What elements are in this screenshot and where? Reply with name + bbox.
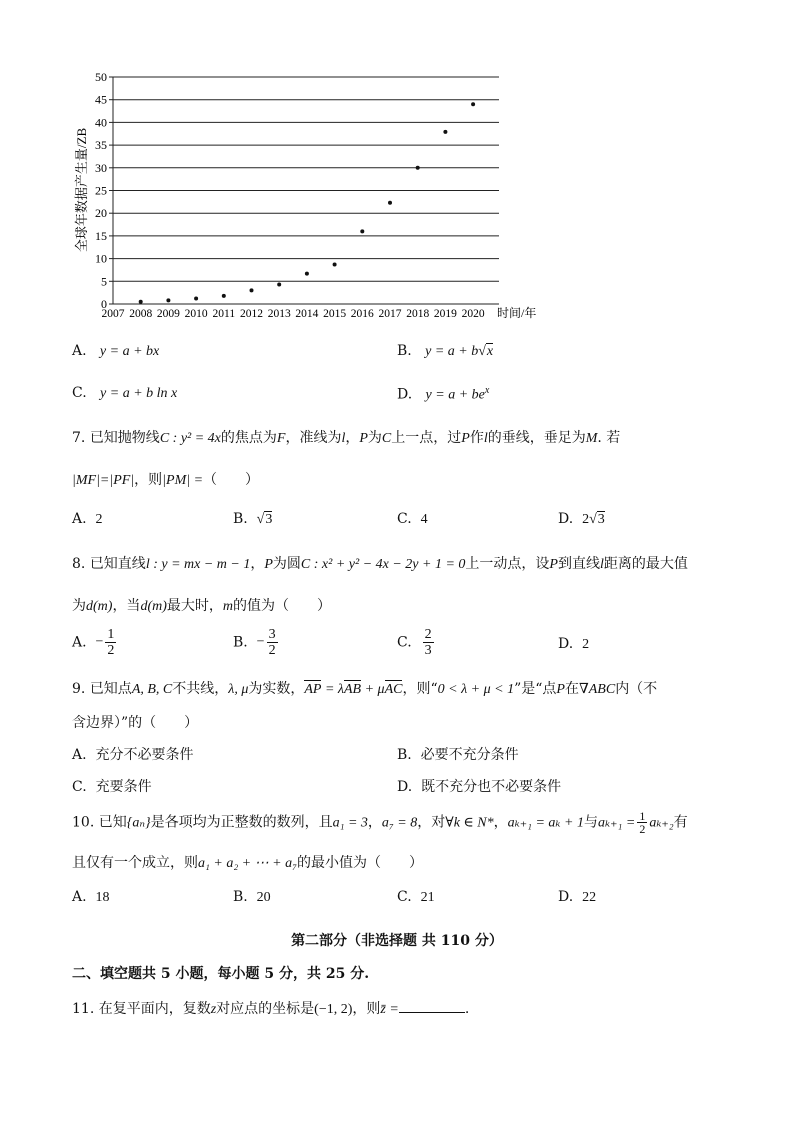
q6-option-a-formula: y = a + bx [99,344,160,359]
q9-stem-line1: 9. 已知点A, B, C不共线，λ, μ为实数，AP = λAB + μAC，则“0 < λ + μ < 1”是“点P在∇ABC内（不 [72,681,658,697]
y-tick-label: 15 [95,228,107,243]
y-tick-label: 20 [95,206,107,221]
q7-option-a: A. 2 [72,511,103,527]
q9-vector-ac: AC [384,682,403,697]
q7-option-c: C. 4 [397,511,428,527]
q6-option-b: B. y = a + b√x [397,343,494,359]
q7-question: |PM| = [162,473,204,488]
part-two-title: 第二部分（非选择题 共 110 分） [291,933,503,949]
q10-option-a: A. 18 [72,889,110,905]
q8-stem-line2: 为d(m)，当d(m)最大时，m的值为（ ） [72,598,331,614]
x-tick-label: 2018 [406,308,430,320]
x-tick-label: 2019 [433,308,457,320]
q9-vector-ap: AP [304,682,322,697]
y-tick-label: 0 [101,297,107,311]
q10-option-c: C. 21 [397,889,435,905]
q6-option-d: D. $y = a + be^x$ [397,385,490,403]
q6-option-d-formula: y = a + be [425,387,485,403]
data-point [416,166,420,170]
q7-stem-line1: 7. 已知抛物线C : y² = 4x的焦点为F，准线为l，P为C上一点，过P作l的垂线，垂足为M. 若 [72,430,621,446]
x-tick-label: 2015 [323,308,347,320]
q8-circle-equation: C : x² + y² − 4x − 2y + 1 = 0 [300,557,466,572]
x-tick-label: 2017 [378,308,402,320]
y-tick-label: 45 [95,92,107,107]
q8-option-c: C. $\frac{2}{3}$ [397,627,432,658]
q8-line-equation: l : y = mx − m − 1 [145,557,251,572]
section-two-heading: 二、填空题共 5 小题，每小题 5 分，共 25 分. [72,966,370,982]
data-point [471,102,475,106]
q9-option-a: A. 充分不必要条件 [72,747,194,763]
q6-option-d-exponent: x [484,385,490,396]
x-tick-label: 2012 [240,308,263,320]
data-point [194,297,198,301]
answer-blank[interactable] [399,1000,465,1013]
gridlines [113,77,499,281]
y-tick-label: 5 [101,274,107,289]
q8-option-b: B. − $\frac{3}{2}$ [233,627,276,658]
data-point [139,300,143,304]
x-tick-label: 2008 [129,308,153,320]
q6-option-c: C. y = a + b ln x [72,385,178,401]
x-tick-label: 2014 [295,308,319,320]
data-point [277,282,281,286]
q10-stem-line1: 10. 已知{aₙ}是各项均为正整数的数列，且a₁ = 3，a₇ = 8，对∀k ∈ N*，aₖ₊₁ = aₖ + 1与aₖ₊₁ = $\frac{1}{2}$ aₖ₊₂有 [72,809,688,836]
y-tick-label: 25 [95,183,107,198]
x-tick-label: 2010 [184,308,208,320]
q9-option-b: B. 必要不充分条件 [397,747,519,763]
x-tick-label: 2020 [461,308,485,320]
x-axis-label: 时间/年 [497,306,537,320]
data-point [166,298,170,302]
q9-option-d: D. 既不充分也不必要条件 [397,779,562,795]
q6-option-c-formula: y = a + b ln x [100,386,178,401]
q7-option-b: B. √3 [233,511,273,527]
q8-option-a: A. − $\frac{1}{2}$ [72,627,115,658]
y-tick-label: 30 [95,160,107,175]
data-point [250,288,254,292]
data-point [333,263,337,267]
x-tick-label: 2011 [212,308,236,320]
q9-stem-line2: 含边界）”的（ ） [72,715,199,731]
y-tick-label: 40 [95,115,107,130]
q11-stem: 11. 在复平面内，复数z对应点的坐标是(−1, 2)，则z̄ = . [72,1001,470,1017]
q7-option-d: D. 2√3 [558,511,605,527]
q7-stem-line2: |MF|=|PF|，则|PM| =（ ） [72,472,260,488]
y-tick-labels [95,70,107,311]
q10-option-d: D. 22 [558,889,597,905]
data-point [443,130,447,134]
y-tick-label: 10 [95,251,107,266]
q6-option-b-radicand: x [486,344,494,359]
data-point [222,294,226,298]
x-tick-label: 2016 [350,308,374,320]
q9-vector-ab: AB [343,682,362,697]
q7-parabola: C : y² = 4x [159,431,221,446]
data-volume-scatter-chart [0,0,794,330]
q6-option-b-formula: y = a + b [425,344,479,359]
q9-option-c: C. 充要条件 [72,779,152,795]
x-tick-labels [102,308,485,320]
data-point [360,229,364,233]
q10-option-b: B. 20 [233,889,271,905]
data-points [139,102,475,303]
data-point [305,272,309,276]
q7-condition: |MF|=|PF| [72,473,135,488]
q8-option-d: D. 2 [558,636,590,652]
q8-stem-line1: 8. 已知直线l : y = mx − m − 1，P为圆C : x² + y² − 4x − 2y + 1 = 0上一动点，设P到直线l距离的最大值 [72,556,688,572]
y-axis-label: 全球年数据产生量/ZB [74,127,89,253]
data-point [388,201,392,205]
x-tick-label: 2007 [101,308,125,320]
q6-option-a: A. y = a + bx [72,343,160,359]
y-tick-label: 35 [95,138,107,153]
q10-stem-line2: 且仅有一个成立，则a₁ + a₂ + ⋯ + a₇的最小值为（ ） [72,855,423,871]
x-tick-label: 2013 [267,308,291,320]
y-tick-label: 50 [95,70,107,84]
x-tick-label: 2009 [156,308,180,320]
